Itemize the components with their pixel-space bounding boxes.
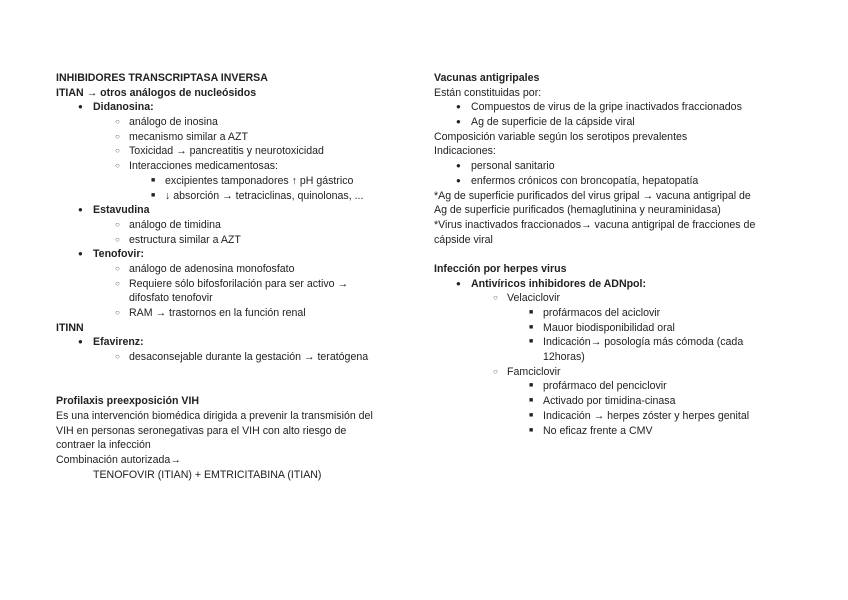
list-item	[56, 218, 406, 233]
list-item	[56, 189, 406, 204]
line-text: análogo de adenosina monofosfato	[129, 262, 295, 275]
text-line	[434, 86, 784, 101]
list-item	[434, 409, 784, 424]
line-text: Están constituidas por:	[434, 86, 542, 99]
line-text: Combinación autorizada→	[56, 453, 181, 466]
bullet-square-icon: ■	[529, 338, 534, 346]
heading-line	[56, 100, 406, 115]
text-line	[434, 144, 784, 159]
line-text: análogo de inosina	[129, 116, 218, 129]
line-text: profármaco del penciclovir	[543, 380, 667, 393]
line-text: Toxicidad → pancreatitis y neurotoxicidad	[129, 145, 324, 158]
bullet-disc-icon: ●	[456, 161, 461, 171]
heading-line	[56, 203, 406, 218]
line-text: estructura similar a AZT	[129, 233, 241, 246]
line-text: desaconsejable durante la gestación → teratógena	[129, 351, 369, 364]
heading-line	[434, 277, 784, 292]
bullet-disc-icon: ●	[456, 278, 461, 288]
bullet-square-icon: ■	[151, 191, 156, 199]
heading-line	[56, 321, 406, 336]
list-item	[56, 130, 406, 145]
list-item	[56, 159, 406, 174]
text-line	[434, 218, 784, 233]
line-text: Tenofovir:	[93, 248, 145, 261]
heading-line	[56, 335, 406, 350]
line-text: No eficaz frente a CMV	[543, 424, 653, 437]
line-text: Composición variable según los serotipos prevalentes	[434, 130, 688, 143]
bullet-circle-icon: ○	[115, 263, 120, 273]
line-text: *Ag de superficie purificados del virus gripal → vacuna antigripal de	[434, 189, 751, 202]
right-column	[434, 71, 784, 438]
bullet-disc-icon: ●	[78, 102, 83, 112]
text-line	[56, 438, 406, 453]
list-item	[56, 277, 406, 292]
text-line	[434, 130, 784, 145]
line-text: Antivíricos inhibidores de ADNpol:	[471, 277, 647, 290]
bullet-circle-icon: ○	[115, 146, 120, 156]
text-line	[56, 424, 406, 439]
text-line	[56, 365, 406, 380]
text-line	[434, 189, 784, 204]
line-text: profármacos del aciclovir	[543, 307, 661, 319]
list-item	[434, 115, 784, 130]
bullet-square-icon: ■	[529, 426, 534, 434]
text-line	[434, 203, 784, 218]
bullet-square-icon: ■	[151, 176, 156, 184]
text-line	[434, 233, 784, 248]
list-item	[434, 335, 784, 350]
list-item	[434, 365, 784, 380]
text-line	[434, 350, 784, 365]
list-item	[56, 233, 406, 248]
line-text: INHIBIDORES TRANSCRIPTASA INVERSA	[56, 72, 268, 84]
text-line	[434, 247, 784, 262]
heading-line	[56, 247, 406, 262]
list-item	[434, 379, 784, 394]
bullet-disc-icon: ●	[456, 175, 461, 185]
line-text: Vacunas antigripales	[434, 72, 540, 84]
text-line	[56, 468, 406, 483]
bullet-disc-icon: ●	[78, 205, 83, 215]
text-line	[56, 379, 406, 394]
line-text: Compuestos de virus de la gripe inactivados fraccionados	[471, 101, 742, 114]
text-line	[56, 291, 406, 306]
list-item	[434, 159, 784, 174]
list-item	[434, 321, 784, 336]
line-text: Mauor biodisponibilidad oral	[543, 321, 675, 334]
line-text: Infección por herpes virus	[434, 262, 567, 275]
line-text: RAM → trastornos en la función renal	[129, 307, 306, 319]
line-text: Ag de superficie purificados (hemaglutinina y neuraminidasa)	[434, 204, 721, 217]
line-text: ITINN	[56, 321, 84, 334]
bullet-circle-icon: ○	[493, 293, 498, 303]
list-item	[56, 144, 406, 159]
list-item	[434, 174, 784, 189]
line-text: Indicaciones:	[434, 145, 496, 158]
bullet-square-icon: ■	[529, 323, 534, 331]
line-text: Requiere sólo bifosforilación para ser activo →	[129, 277, 349, 290]
bullet-square-icon: ■	[529, 397, 534, 405]
bullet-square-icon: ■	[529, 411, 534, 419]
bullet-square-icon: ■	[529, 309, 534, 316]
bullet-circle-icon: ○	[115, 219, 120, 229]
line-text: Interacciones medicamentosas:	[129, 160, 278, 173]
line-text: contraer la infección	[56, 439, 151, 452]
line-text: personal sanitario	[471, 160, 555, 173]
list-item	[434, 100, 784, 115]
line-text: ITIAN → otros análogos de nucleósidos	[56, 86, 257, 99]
heading-line	[56, 71, 406, 86]
line-text: Efavirenz:	[93, 336, 144, 349]
list-item	[56, 174, 406, 189]
list-item	[434, 424, 784, 439]
bullet-circle-icon: ○	[115, 234, 120, 244]
bullet-disc-icon: ●	[456, 102, 461, 112]
bullet-circle-icon: ○	[115, 278, 120, 288]
heading-line	[56, 394, 406, 409]
list-item	[56, 262, 406, 277]
line-text: mecanismo similar a AZT	[129, 130, 248, 143]
bullet-circle-icon: ○	[115, 117, 120, 127]
list-item	[434, 306, 784, 321]
line-text: Activado por timidina-cinasa	[543, 395, 676, 408]
line-text: Estavudina	[93, 204, 150, 217]
left-column	[56, 71, 406, 482]
bullet-disc-icon: ●	[456, 117, 461, 127]
bullet-disc-icon: ●	[78, 249, 83, 259]
bullet-circle-icon: ○	[493, 366, 498, 376]
list-item	[56, 115, 406, 130]
line-text: VIH en personas seronegativas para el VIH con alto riesgo de	[56, 424, 347, 437]
list-item	[56, 350, 406, 365]
line-text: análogo de timidina	[129, 218, 221, 231]
bullet-circle-icon: ○	[115, 131, 120, 141]
list-item	[434, 291, 784, 306]
list-item	[56, 306, 406, 321]
heading-line	[434, 71, 784, 86]
line-text: Ag de superficie de la cápside viral	[471, 116, 635, 129]
line-text: excipientes tamponadores ↑ pH gástrico	[165, 174, 354, 187]
line-text: cápside viral	[434, 233, 493, 246]
bullet-disc-icon: ●	[78, 337, 83, 347]
line-text: Indicación→ posología más cómoda (cada	[543, 336, 744, 349]
bullet-circle-icon: ○	[115, 352, 120, 362]
heading-line	[434, 262, 784, 277]
line-text: TENOFOVIR (ITIAN) + EMTRICITABINA (ITIAN)	[93, 468, 322, 481]
line-text: Velaciclovir	[507, 292, 560, 305]
line-text: difosfato tenofovir	[129, 292, 213, 305]
line-text: *Virus inactivados fraccionados→ vacuna antigripal de fracciones de	[434, 218, 756, 231]
heading-line	[56, 86, 406, 101]
list-item	[434, 394, 784, 409]
line-text: 12horas)	[543, 351, 585, 364]
text-line	[56, 409, 406, 424]
line-text: Famciclovir	[507, 365, 561, 378]
bullet-circle-icon: ○	[115, 308, 120, 317]
bullet-square-icon: ■	[529, 382, 534, 390]
text-line	[56, 453, 406, 468]
line-text: Didanosina:	[93, 101, 154, 114]
line-text: enfermos crónicos con broncopatía, hepatopatía	[471, 174, 699, 187]
line-text: Profilaxis preexposición VIH	[56, 395, 200, 408]
line-text: Indicación → herpes zóster y herpes genital	[543, 409, 750, 422]
bullet-circle-icon: ○	[115, 161, 120, 171]
line-text: Es una intervención biomédica dirigida a prevenir la transmisión del	[56, 409, 373, 422]
line-text: ↓ absorción → tetraciclinas, quinolonas, ...	[165, 189, 364, 202]
